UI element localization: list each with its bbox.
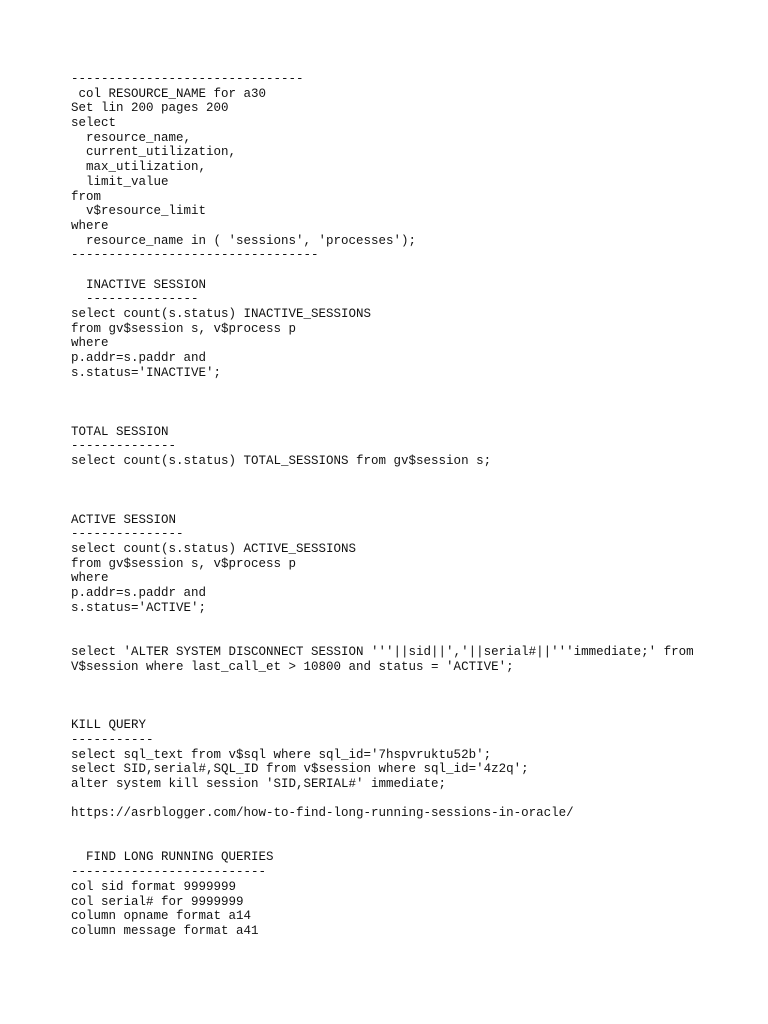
- text-line: KILL QUERY: [71, 718, 147, 733]
- text-line: Set lin 200 pages 200: [71, 101, 229, 116]
- text-line: limit_value: [71, 174, 169, 189]
- text-line: ---------------------------------: [71, 248, 319, 263]
- text-line: column message format a41: [71, 923, 259, 938]
- text-line: v$resource_limit: [71, 204, 207, 219]
- text-line: select count(s.status) INACTIVE_SESSIONS: [71, 307, 372, 321]
- text-line: [71, 704, 694, 719]
- text-line: resource_name in ( 'sessions', 'processes');: [71, 233, 417, 248]
- text-line: [71, 498, 694, 513]
- text-line: [71, 674, 694, 689]
- text-line: column opname format a14: [71, 909, 252, 924]
- text-line: select 'ALTER SYSTEM DISCONNECT SESSION '''||sid||','||serial#||'''immediate;' from: [71, 644, 694, 659]
- text-line: --------------------------: [71, 865, 267, 880]
- text-line: s.status='INACTIVE';: [71, 365, 222, 380]
- text-line: where: [71, 571, 109, 586]
- text-line: [71, 792, 694, 807]
- text-line: select SID,serial#,SQL_ID from v$session where sql_id='4z2q';: [71, 762, 529, 777]
- text-line: ---------------: [71, 292, 199, 307]
- text-line: select sql_text from v$sql where sql_id='7hspvruktu52b';: [71, 747, 492, 762]
- text-line: INACTIVE SESSION: [71, 277, 207, 292]
- text-line: [71, 836, 694, 851]
- text-line: col serial# for 9999999: [71, 894, 244, 909]
- text-line: p.addr=s.paddr and: [71, 586, 207, 601]
- sql-script-text: [71, 72, 694, 939]
- text-line: s.status='ACTIVE';: [71, 600, 207, 615]
- text-line: [71, 615, 694, 630]
- text-line: from gv$session s, v$process p: [71, 556, 297, 571]
- text-line: [71, 395, 694, 410]
- text-line: max_utilization,: [71, 160, 207, 175]
- text-line: from: [71, 189, 102, 204]
- text-line: [71, 630, 694, 645]
- text-line: col RESOURCE_NAME for a30: [71, 86, 267, 101]
- text-line: [71, 263, 694, 278]
- text-line: col sid format 9999999: [71, 879, 237, 894]
- text-line: [71, 689, 694, 704]
- text-line: https://asrblogger.com/how-to-find-long-running-sessions-in-oracle/: [71, 806, 574, 821]
- text-line: select: [71, 116, 117, 131]
- text-line: ---------------: [71, 527, 184, 542]
- text-line: [71, 469, 694, 484]
- text-line: p.addr=s.paddr and: [71, 351, 207, 366]
- text-line: where: [71, 218, 109, 233]
- text-line: [71, 483, 694, 498]
- text-line: select count(s.status) TOTAL_SESSIONS from gv$session s;: [71, 453, 492, 468]
- text-line: [71, 380, 694, 395]
- text-line: [71, 410, 694, 425]
- text-line: ACTIVE SESSION: [71, 512, 177, 527]
- text-line: from gv$session s, v$process p: [71, 321, 297, 336]
- text-line: --------------: [71, 439, 177, 454]
- text-line: resource_name,: [71, 130, 192, 145]
- text-line: current_utilization,: [71, 145, 237, 160]
- text-line: select count(s.status) ACTIVE_SESSIONS: [71, 542, 357, 556]
- text-line: -------------------------------: [71, 72, 304, 86]
- text-line: alter system kill session 'SID,SERIAL#' immediate;: [71, 777, 447, 791]
- text-line: V$session where last_call_et > 10800 and status = 'ACTIVE';: [71, 659, 514, 674]
- text-line: FIND LONG RUNNING QUERIES: [71, 850, 274, 865]
- text-line: [71, 821, 694, 836]
- text-line: TOTAL SESSION: [71, 424, 169, 439]
- text-line: where: [71, 336, 109, 351]
- text-line: -----------: [71, 732, 154, 747]
